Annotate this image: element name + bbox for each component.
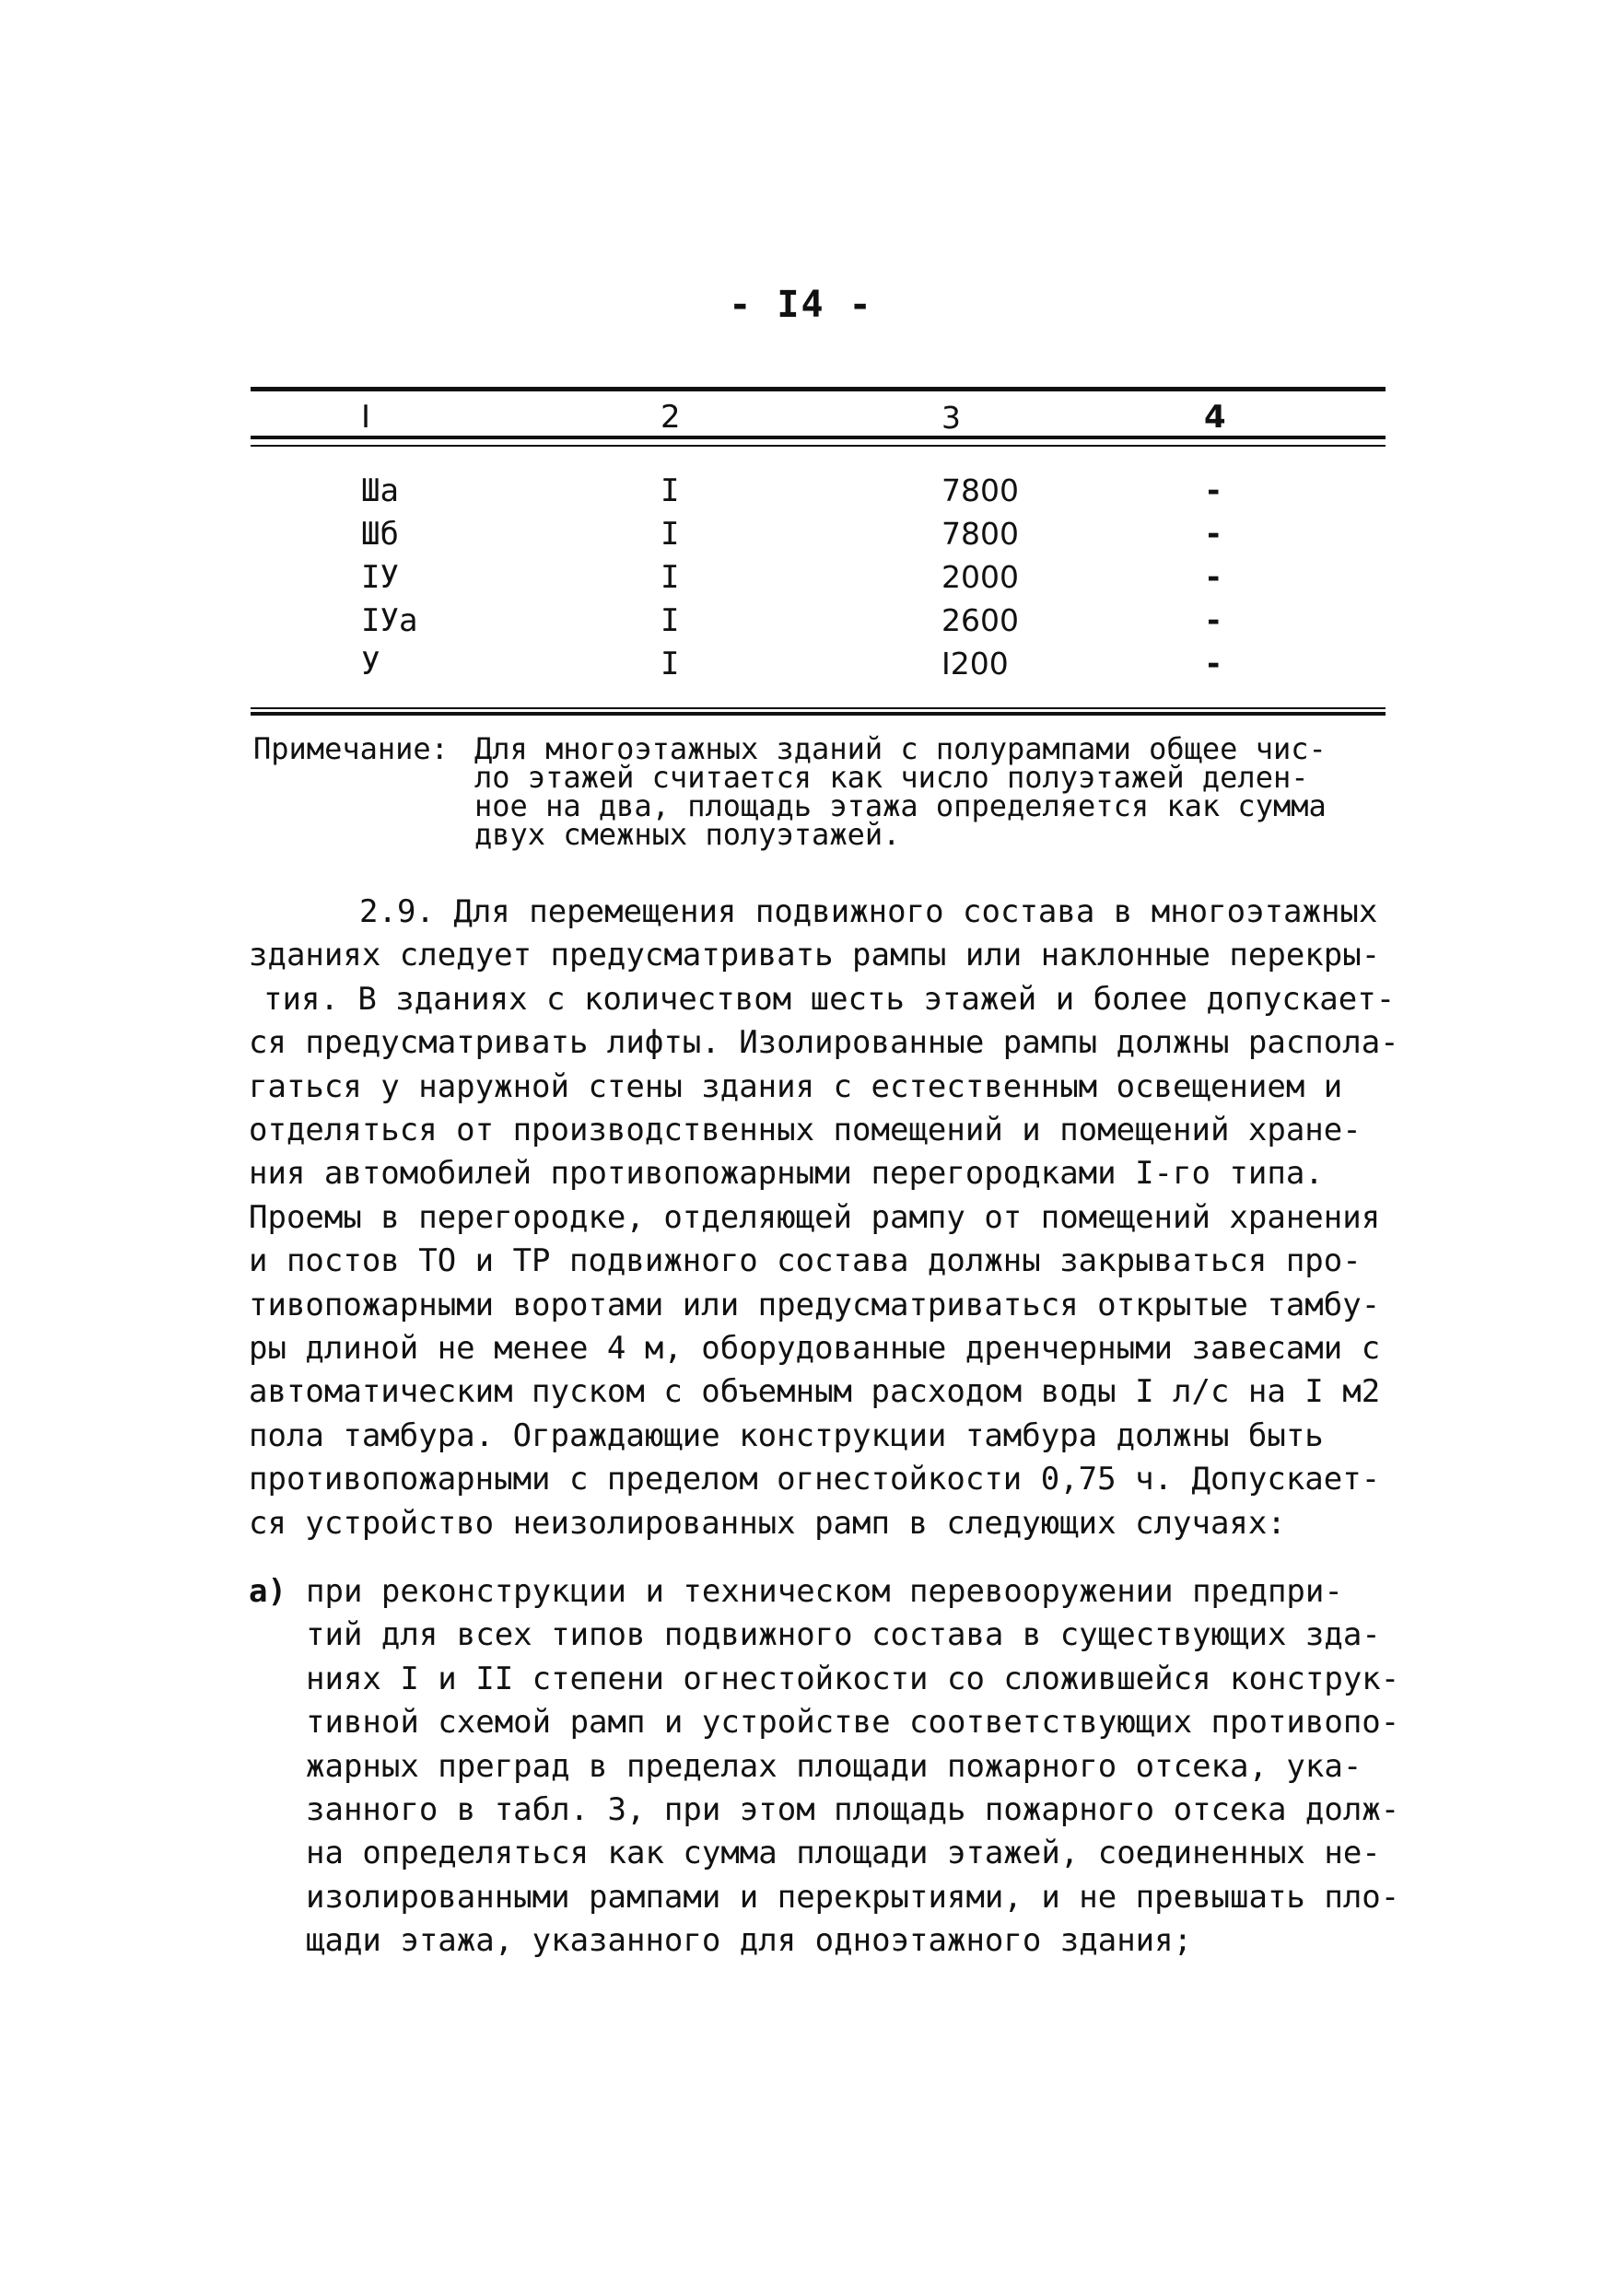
table-bottom-rule (251, 707, 1386, 716)
note-line: ное на два, площадь этажа определяется как сумма (474, 788, 1327, 823)
note-line: Для многоэтажных зданий с полурампами общее чис- (474, 731, 1327, 766)
table-row (251, 512, 1386, 555)
table-cell: I (661, 601, 680, 639)
paragraph-line: ния автомобилей противопожарными перегородками I-го типа. (249, 1155, 1324, 1193)
note-label: Примечание: (253, 731, 449, 766)
table-body (251, 447, 1386, 707)
paragraph-2-9 (249, 891, 1399, 1545)
paragraph-line: зданиях следует предусматривать рампы или наклонные перекры- (249, 937, 1381, 974)
column-header-4: 4 (1204, 399, 1226, 436)
paragraph-line: и постов ТО и ТР подвижного состава должны закрываться про- (249, 1242, 1362, 1280)
table-cell: - (1204, 472, 1223, 509)
column-header-1: I (361, 399, 371, 436)
table-cell: I (661, 645, 680, 682)
list-marker: а) (249, 1573, 286, 1610)
table-cell: 2600 (941, 602, 1019, 638)
data-table (251, 387, 1386, 716)
table-cell: - (1204, 558, 1223, 596)
table-row (251, 642, 1386, 685)
table-cell: У (361, 645, 380, 682)
table-cell: 2000 (941, 559, 1019, 595)
note-line: двух смежных полуэтажей. (474, 817, 901, 852)
paragraph-line: гаться у наружной стены здания с естественным освещением и (249, 1067, 1343, 1105)
paragraph-line: пола тамбура. Ограждающие конструкции тамбура должны быть (249, 1416, 1324, 1454)
list-line: изолированными рампами и перекрытиями, и не превышать пло- (306, 1878, 1400, 1916)
paragraph-line: ся предусматривать лифты. Изолированные рампы должны распола- (249, 1024, 1399, 1062)
paragraph-line: ры длиной не менее 4 м, оборудованные дренчерными завесами с (249, 1330, 1381, 1368)
table-cell: - (1204, 601, 1223, 639)
paragraph-line: 2.9. Для перемещения подвижного состава в многоэтажных (359, 893, 1378, 930)
paragraph-line: тивопожарными воротами или предусматриваться открытые тамбу- (249, 1286, 1381, 1323)
paragraph-line: Проемы в перегородке, отделяющей рампу от помещений хранения (249, 1198, 1381, 1236)
table-row (251, 555, 1386, 599)
list-line: на определяться как сумма площади этажей, соединенных не- (306, 1835, 1381, 1872)
table-cell: Шб (361, 515, 399, 553)
page-number: - I4 - (729, 284, 873, 326)
list-line: занного в табл. 3, при этом площадь пожарного отсека долж- (306, 1791, 1400, 1829)
table-row (251, 469, 1386, 512)
paragraph-line: тия. В зданиях с количеством шесть этажей и более допускает- (263, 980, 1396, 1018)
header-rule (251, 436, 1386, 447)
table-cell: I (661, 558, 680, 596)
list-item-text (306, 1570, 1399, 1964)
list-line: при реконструкции и техническом перевооружении предпри- (306, 1573, 1343, 1610)
list-line: щади этажа, указанного для одноэтажного здания; (306, 1922, 1193, 1960)
column-header-3: 3 (941, 400, 961, 436)
paragraph-line: отделяться от производственных помещений и помещений хране- (249, 1112, 1362, 1149)
table-cell: I (661, 515, 680, 553)
paragraph-line: автоматическим пуском с объемным расходом воды I л/с на I м2 (249, 1373, 1381, 1411)
list-line: жарных преград в пределах площади пожарного отсека, ука- (306, 1747, 1362, 1785)
paragraph-line: противопожарными с пределом огнестойкости 0,75 ч. Допускает- (249, 1461, 1381, 1498)
table-cell: 7800 (941, 472, 1019, 508)
table-cell: - (1204, 515, 1223, 553)
note-text (474, 731, 1382, 852)
table-header-row (251, 391, 1386, 436)
table-cell: - (1204, 645, 1223, 682)
table-cell: IУа (361, 601, 418, 639)
list-line: ниях I и II степени огнестойкости со сложившейся конструк- (306, 1660, 1400, 1697)
paragraph-line: ся устройство неизолированных рамп в следующих случаях: (249, 1504, 1286, 1542)
list-line: тивной схемой рамп и устройстве соответствующих противопо- (306, 1704, 1400, 1742)
table-row (251, 599, 1386, 642)
column-header-2: 2 (661, 399, 681, 436)
table-cell: 7800 (941, 516, 1019, 552)
table-cell: Ша (361, 472, 399, 509)
list-line: тий для всех типов подвижного состава в существующих зда- (306, 1616, 1381, 1654)
table-cell: IУ (361, 558, 399, 596)
note-line: ло этажей считается как число полуэтажей делен- (474, 760, 1309, 795)
table-cell: I200 (941, 646, 1009, 682)
table-cell: I (661, 472, 680, 509)
